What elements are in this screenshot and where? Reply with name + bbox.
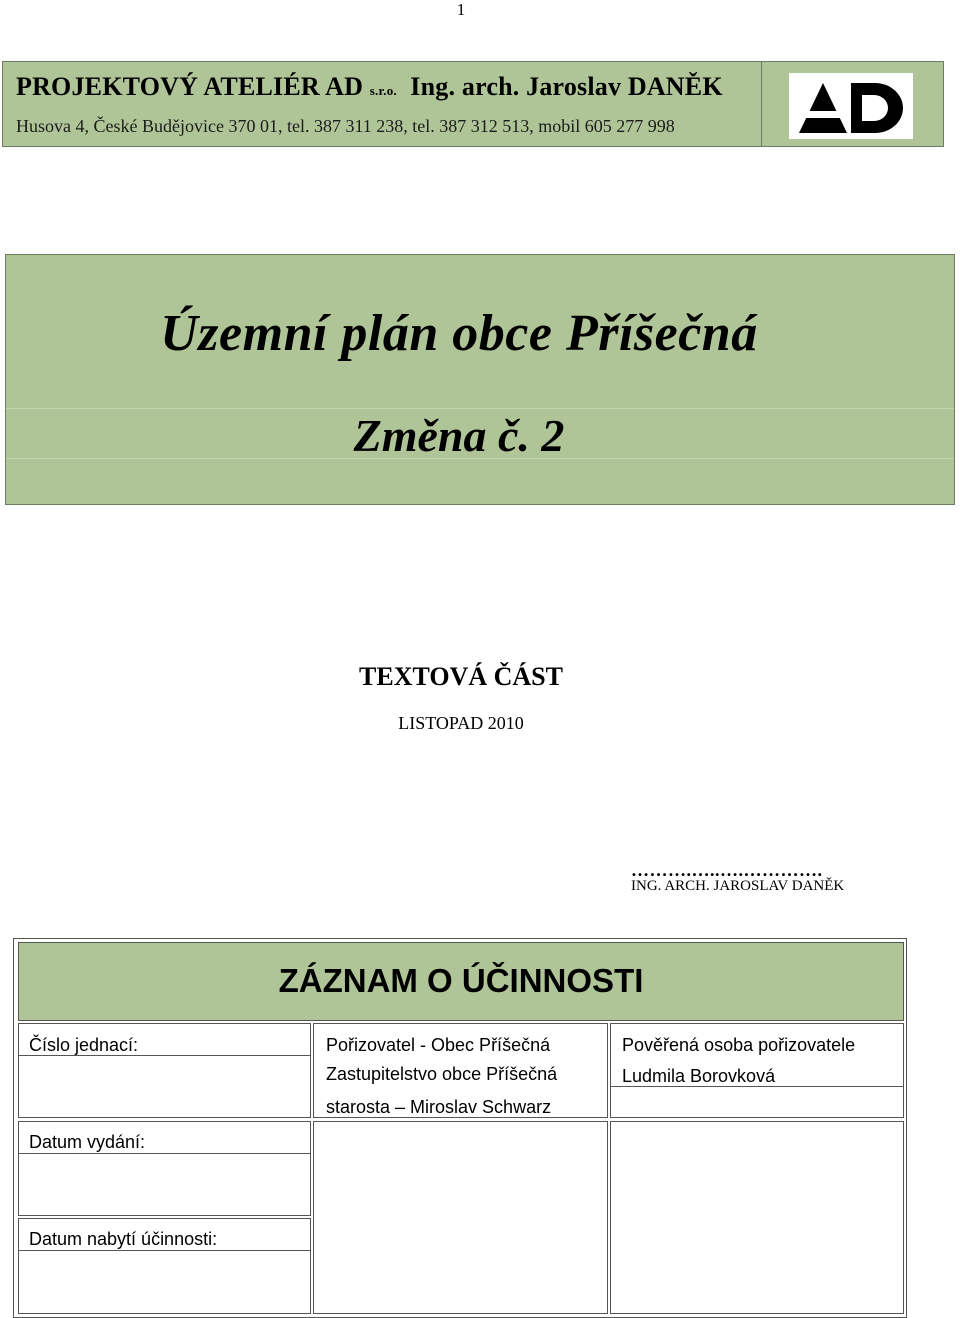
zastupitelstvo-text: Zastupitelstvo obce Příšečná [326,1064,558,1084]
signature-line: ……….…..….…………. [631,860,823,880]
ad-logo [789,73,913,139]
starosta-text: starosta – Miroslav Schwarz [326,1097,552,1117]
firm-address: Husova 4, České Budějovice 370 01, tel. 387 311 238, tel. 387 312 513, mobil 605 277 998 [16,116,675,136]
header-divider [761,61,762,147]
document-subtitle: Změna č. 2 [353,410,565,461]
firm-title-line [16,72,723,102]
datum-nabyti-label: Datum nabytí účinnosti: [29,1229,218,1249]
document-title: Územní plán obce Příšečná [160,305,758,362]
section-date: LISTOPAD 2010 [398,713,524,733]
cell-underline [18,1250,311,1251]
signature-name: ING. ARCH. JAROSLAV DANĚK [631,878,845,894]
stamp-cell-middle [313,1121,608,1314]
cell-underline [18,1153,311,1154]
firm-suffix: s.r.o. [369,83,397,98]
firm-name: PROJEKTOVÝ ATELIÉR AD [16,72,364,101]
record-title: ZÁZNAM O ÚČINNOSTI [278,962,644,999]
ad-logo-icon [789,73,913,139]
title-block [5,254,955,505]
datum-vydani-label: Datum vydání: [29,1132,146,1152]
architect-name: Ing. arch. Jaroslav DANĚK [410,72,723,101]
poverena-osoba-label: Pověřená osoba pořizovatele [622,1035,856,1055]
poverena-osoba-name: Ludmila Borovková [622,1066,776,1086]
porizovatel-text: Pořizovatel - Obec Příšečná [326,1035,551,1055]
section-title: TEXTOVÁ ČÁST [359,662,563,691]
page-number: 1 [456,0,466,19]
stamp-cell-right [610,1121,904,1314]
cislo-jednaci-label: Číslo jednací: [29,1035,139,1055]
